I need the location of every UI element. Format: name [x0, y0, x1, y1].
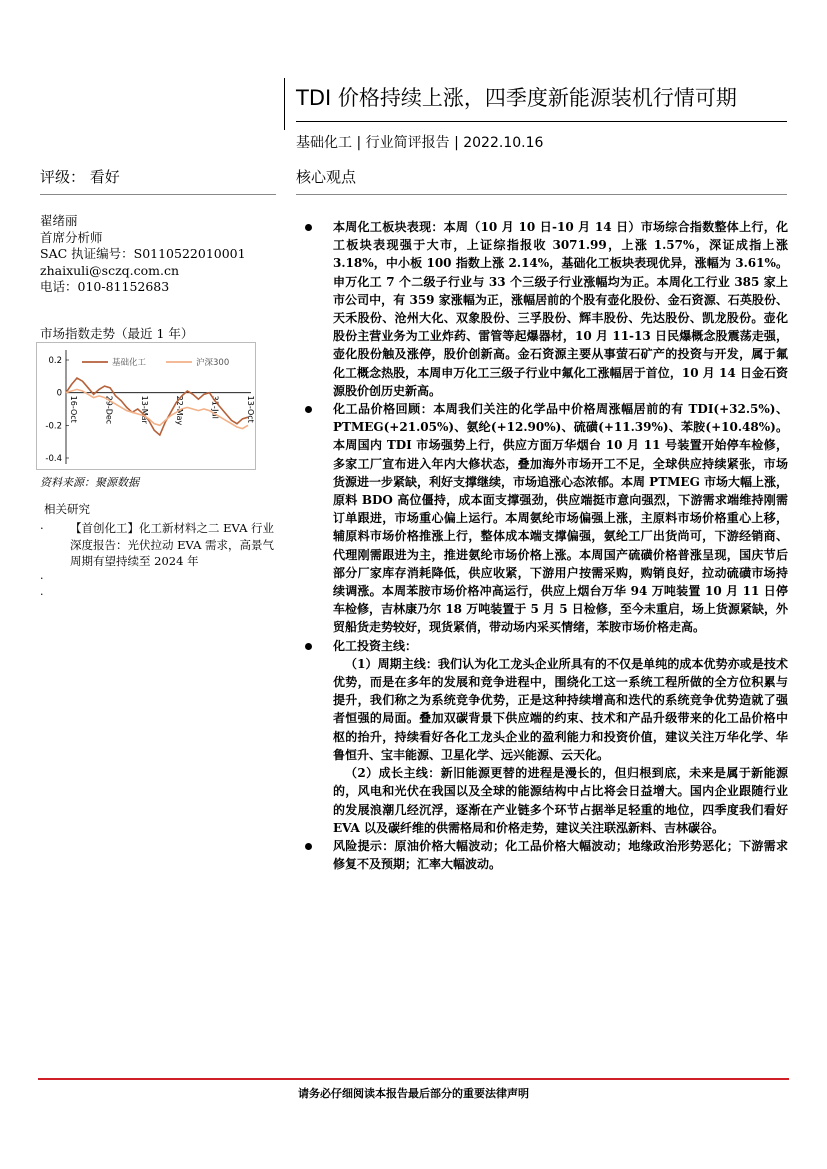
empty-bullet: ·	[40, 572, 44, 585]
related-item[interactable]	[40, 520, 280, 570]
legal-notice: 请务必仔细阅读本报告最后部分的重要法律声明	[298, 1087, 529, 1100]
analyst-info	[40, 213, 246, 296]
analyst-phone: 电话：010-81152683	[40, 279, 170, 295]
title-rule	[296, 121, 787, 122]
legend-label: 沪深300	[196, 358, 230, 368]
y-tick-label: -0.2	[45, 421, 62, 432]
core-view-heading: 核心观点	[296, 168, 357, 186]
analyst-cert: SAC 执证编号：S0110522010001	[40, 246, 246, 262]
analyst-name: 翟绪丽	[40, 213, 78, 228]
x-tick-label: 13-Oct	[246, 395, 255, 423]
point-text: 本周化工板块表现：本周（10 月 10 日-10 月 14 日）市场综合指数整体上行，化工板块表现强于大市，上证综指报收 3071.99，上涨 1.57%，深证成指上涨 3.18%，中小板 100 指数上涨 2.14%，基础化工板块表现优异，涨幅为 3.61%。申万化工 7 个二级子行业与 33 个三级子行业涨幅均为正。本周化工行业 385 家上市公司中，有 359 家涨幅为正，涨幅居前的个股有壶化股份、金石资源、石英股份、天禾股份、沧州大化、双象股份、三孚股份、辉丰股份、先达股份、凯龙股份。壶化股份主营业务为工业炸药、雷管等起爆器材，10 月 11-13 日民爆概念股震荡走强，壶化股份触及涨停，股价创新高。金石资源主要从事萤石矿产的投资与开发，属于氟化工概念热股，本周申万化工三级子行业中氟化工涨幅居于首位，10 月 14 日金石资源股价创历史新高。	[333, 220, 788, 398]
chart-title: 市场指数走势（最近 1 年）	[40, 326, 194, 341]
x-tick-label: 16-Oct	[69, 395, 78, 423]
right-rule	[296, 194, 787, 195]
point-title: 化工投资主线：	[333, 638, 418, 653]
x-tick-label: 31-Jul	[210, 395, 220, 419]
point-sector-performance	[305, 218, 788, 400]
bullet-icon	[305, 406, 312, 413]
point-text: 化工品价格回顾：本周我们关注的化学品中价格周涨幅居前的有 TDI(+32.5%)、PTMEG(+21.05%)、氨纶(+12.90%)、硫磺(+11.39%)、苯胺(+10.48%)。本周国内 TDI 市场强势上行，供应方面万华烟台 10 月 11 号装置开始停车检修，多家工厂宣布进入年内大修状态，叠加海外市场开工不足，全球供应持续紧张，市场货源进一步紧缺，利好支撑继续，市场追涨心态浓郁。本周 PTMEG 市场大幅上涨，原料 BDO 高位僵持，成本面支撑强劲，供应端挺市意向强烈，下游需求端维持刚需订单跟进，市场重心偏上运行。本周氨纶市场偏强上涨，主原料市场价格重心上移，辅原料市场价格推涨上行，整体成本端支撑偏强，氨纶工厂出货尚可，下游经销商、代理刚需跟进为主，推进氨纶市场价格上涨。本周国产硫磺价格普涨呈现，国庆节后部分厂家库存消耗降低，供应收紧，下游用户按需采购，购销良好，拉动硫磺市场持续调涨。本周苯胺市场价格冲高运行，供应上烟台万华 94 万吨装置 10 月 11 日停车检修，吉林康乃尔 18 万吨装置于 5 月 5 日检修，至今未重启，场上货源紧缺，外贸船货走势较好，现货紧俏，带动场内采买情绪，苯胺市场价格走高。	[333, 402, 788, 635]
point-risk	[305, 837, 788, 873]
footer-rule	[38, 1078, 789, 1080]
related-research-title: 相关研究	[44, 502, 90, 516]
bullet-icon	[305, 843, 312, 850]
related-bullet: ·	[40, 521, 44, 535]
y-tick-label: 0	[56, 388, 62, 399]
y-tick-label: -0.4	[45, 454, 62, 464]
chart-source: 资料来源：聚源数据	[40, 476, 139, 489]
legend-label: 基础化工	[112, 358, 147, 368]
point-text: 风险提示：原油价格大幅波动；化工品价格大幅波动；地缘政治形势恶化；下游需求修复不及预期；汇率大幅波动。	[333, 838, 788, 872]
analyst-role: 首席分析师	[40, 229, 103, 245]
x-tick-label: 13-Mar	[139, 395, 149, 424]
point-cycle-theme: （1）周期主线：我们认为化工龙头企业所具有的不仅是单纯的成本优势亦或是技术优势，而是在多年的发展和竞争进程中，围绕化工这一系统工程所做的全方位积累与提升，我们称之为系统竞争优势，正是这种持续增高和迭代的系统竞争优势造就了强者恒强的局面。叠加双碳背景下供应端的约束、技术和产品升级带来的化工品价格中枢的抬升，持续看好各化工龙头企业的盈利能力和投资价值，建议关注万华化学、华鲁恒升、宝丰能源、卫星化学、远兴能源、云天化。	[333, 656, 788, 762]
market-index-chart	[36, 342, 256, 470]
report-subtitle: 基础化工 | 行业简评报告 | 2022.10.16	[296, 135, 544, 151]
bullet-icon	[305, 224, 312, 231]
related-item-text[interactable]: 【首创化工】化工新材料之二 EVA 行业深度报告：光伏拉动 EVA 需求，高景气周期有望持续至 2024 年	[70, 521, 275, 568]
point-growth-theme: （2）成长主线：新旧能源更替的进程是漫长的，但归根到底，未来是属于新能源的，风电和光伏在我国以及全球的能源结构中占比将会日益增大。国内企业跟随行业的发展浪潮几经沉浮，逐渐在产业链多个环节占据举足轻重的地位，四季度我们看好 EVA 以及碳纤维的供需格局和价格走势，建议关注联泓新料、吉林碳谷。	[333, 766, 788, 835]
report-title: TDI 价格持续上涨，四季度新能源装机行情可期	[296, 86, 737, 110]
related-research-list	[40, 520, 280, 570]
core-view-body	[305, 218, 788, 873]
empty-bullet: ·	[40, 588, 44, 601]
rating: 评级： 看好	[40, 168, 120, 186]
point-price-review	[305, 400, 788, 637]
y-tick-label: 0.2	[48, 356, 62, 366]
x-tick-label: 29-Dec	[104, 395, 114, 425]
analyst-email[interactable]: zhaixuli@sczq.com.cn	[40, 262, 180, 278]
bullet-icon	[305, 643, 312, 650]
point-investment-theme	[305, 637, 788, 655]
left-rule	[40, 194, 276, 195]
header-divider	[284, 78, 285, 130]
x-tick-label: 22-May	[175, 395, 185, 426]
